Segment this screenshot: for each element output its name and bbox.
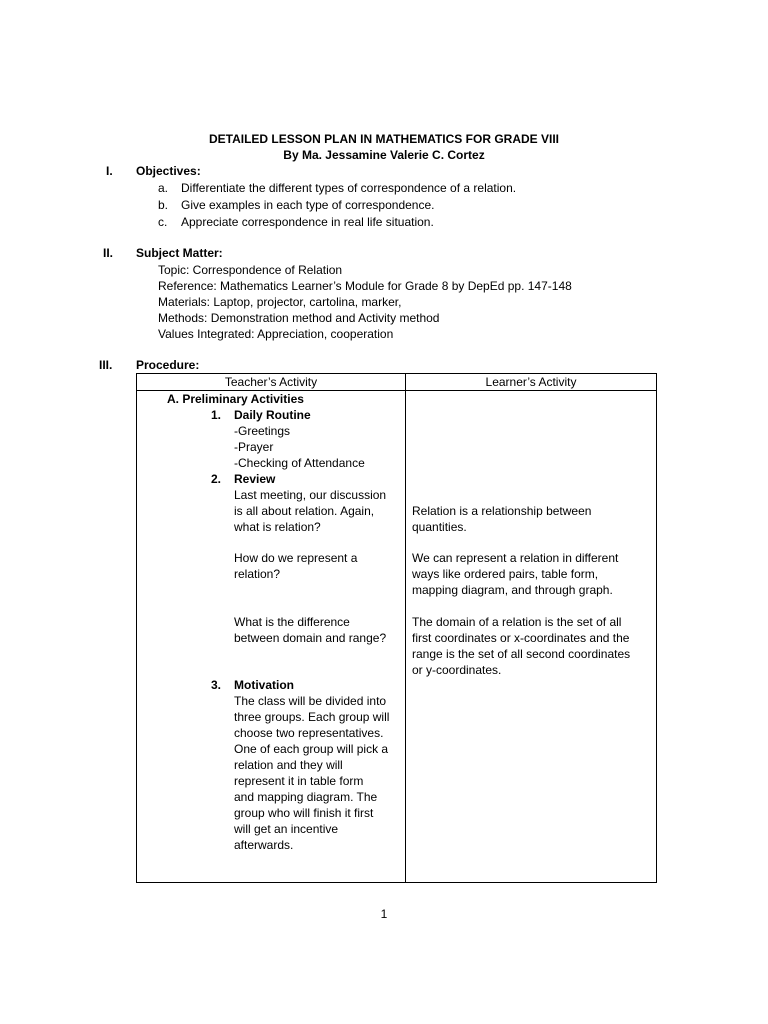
subject-materials: Materials: Laptop, projector, cartolina, marker, (158, 295, 402, 309)
document-author: By Ma. Jessamine Valerie C. Cortez (283, 148, 485, 162)
subject-topic: Topic: Correspondence of Relation (158, 263, 343, 277)
daily-routine-title: Daily Routine (234, 408, 311, 422)
section-2-numeral: II. (103, 246, 114, 260)
motivation-text: The class will be divided into three groups. Each group will choose two representatives. One of each group will pick a relation and they will represent it in table form and mapping diagram. The group who will finish it first will get an incentive afterwards. (234, 694, 390, 852)
section-3-heading: Procedure: (136, 358, 200, 372)
learner-answer-represent: We can represent a relation in different ways like ordered pairs, table form, mapping diagram, and through graph. (412, 551, 619, 597)
subject-reference: Reference: Mathematics Learner’s Module for Grade 8 by DepEd pp. 147-148 (158, 279, 572, 293)
procedure-table (136, 373, 657, 883)
subject-values: Values Integrated: Appreciation, cooperation (158, 327, 394, 341)
objective-letter: a. (158, 181, 169, 195)
objective-text: Differentiate the different types of correspondence of a relation. (181, 181, 517, 195)
review-title: Review (234, 472, 276, 486)
review-question-represent: How do we represent a relation? (234, 551, 358, 581)
review-question-relation: Last meeting, our discussion is all about relation. Again, what is relation? (234, 488, 387, 534)
routine-item: -Greetings (234, 424, 291, 438)
review-number: 2. (211, 472, 222, 486)
routine-item: -Prayer (234, 440, 274, 454)
document-title: DETAILED LESSON PLAN IN MATHEMATICS FOR GRADE VIII (208, 132, 559, 146)
column-header-learner: Learner’s Activity (485, 375, 577, 389)
review-question-domain-range: What is the difference between domain and range? (234, 615, 387, 645)
section-2-heading: Subject Matter: (136, 246, 223, 260)
objective-text: Give examples in each type of correspondence. (181, 198, 435, 212)
section-1-numeral: I. (106, 164, 113, 178)
page-number: 1 (380, 907, 388, 921)
learner-answer-domain-range: The domain of a relation is the set of all first coordinates or x-coordinates and the range is the set of all second coordinates or y-coordinates. (412, 615, 631, 677)
objective-letter: b. (158, 198, 169, 212)
routine-item: -Checking of Attendance (234, 456, 365, 470)
section-1-heading: Objectives: (136, 164, 201, 178)
daily-routine-number: 1. (211, 408, 222, 422)
section-3-numeral: III. (99, 358, 113, 372)
column-header-teacher: Teacher’s Activity (224, 375, 318, 389)
table-column-divider (405, 374, 406, 882)
motivation-title: Motivation (234, 678, 294, 692)
preliminary-activities-heading: A. Preliminary Activities (167, 392, 304, 406)
learner-answer-relation: Relation is a relationship between quantities. (412, 504, 592, 534)
subject-methods: Methods: Demonstration method and Activity method (158, 311, 440, 325)
objective-letter: c. (158, 215, 168, 229)
motivation-number: 3. (211, 678, 222, 692)
objective-text: Appreciate correspondence in real life situation. (181, 215, 434, 229)
